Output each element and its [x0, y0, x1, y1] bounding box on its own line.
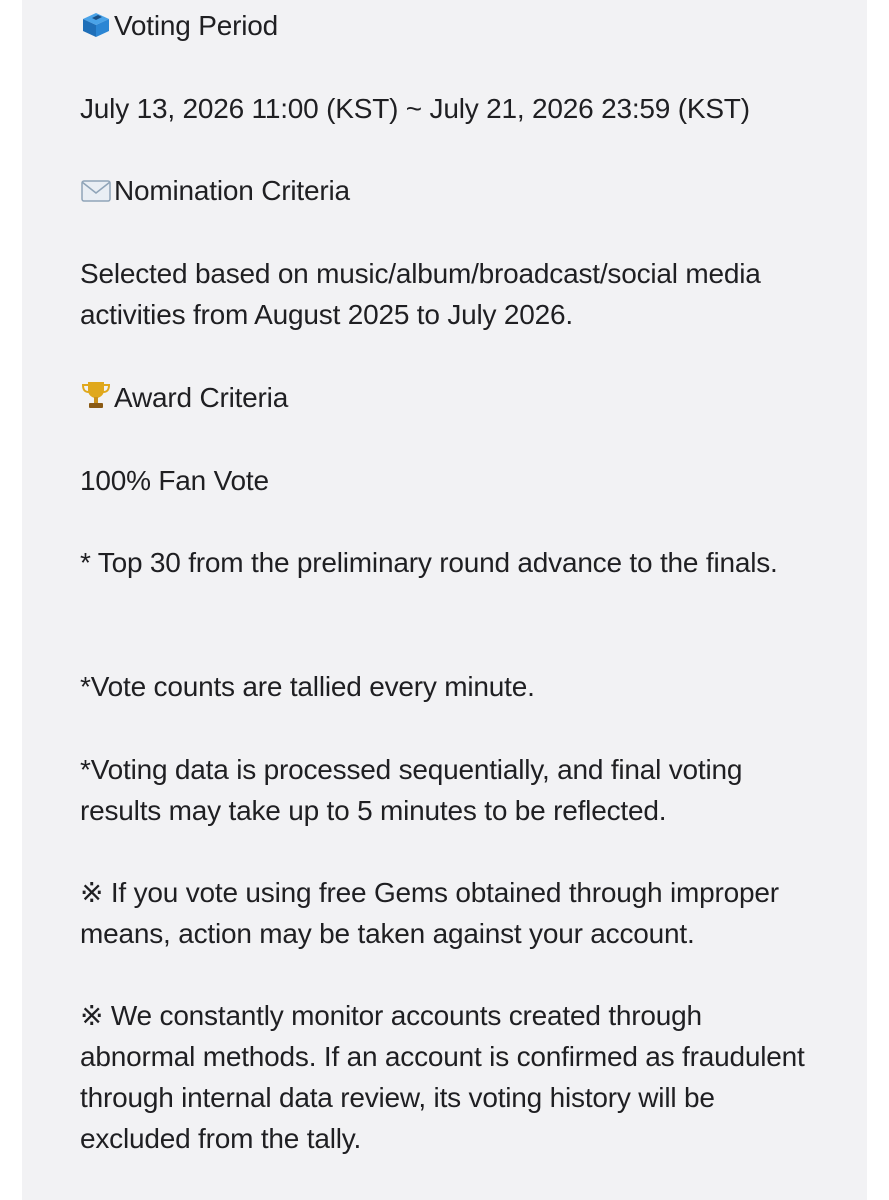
- envelope-icon: [80, 170, 114, 211]
- note-tally-minute: *Vote counts are tallied every minute.: [80, 671, 535, 702]
- note-abnormal-accounts: ※ We constantly monitor accounts created through abnormal methods. If an account is confirmed as fraudulent through internal data review, its voting history will be excluded from the tally.: [80, 1000, 805, 1154]
- award-text: 100% Fan Vote: [80, 465, 269, 496]
- nomination-heading: [80, 170, 820, 211]
- note-preliminary: * Top 30 from the preliminary round advance to the finals.: [80, 547, 778, 578]
- nomination-title: Nomination Criteria: [114, 175, 350, 206]
- award-heading: [80, 377, 820, 418]
- note-improper-gems: ※ If you vote using free Gems obtained through improper means, action may be taken against your account.: [80, 877, 779, 949]
- voting-period-title: Voting Period: [114, 10, 278, 41]
- voting-period-text: July 13, 2026 11:00 (KST) ~ July 21, 2026 23:59 (KST): [80, 93, 750, 124]
- trophy-icon: [80, 377, 114, 418]
- voting-period-heading: [80, 5, 820, 46]
- note-processing: *Voting data is processed sequentially, and final voting results may take up to 5 minutes to be reflected.: [80, 754, 743, 826]
- nomination-text: Selected based on music/album/broadcast/social media activities from August 2025 to July 2026.: [80, 258, 761, 330]
- award-title: Award Criteria: [114, 382, 289, 413]
- ballot-box-icon: [80, 5, 114, 46]
